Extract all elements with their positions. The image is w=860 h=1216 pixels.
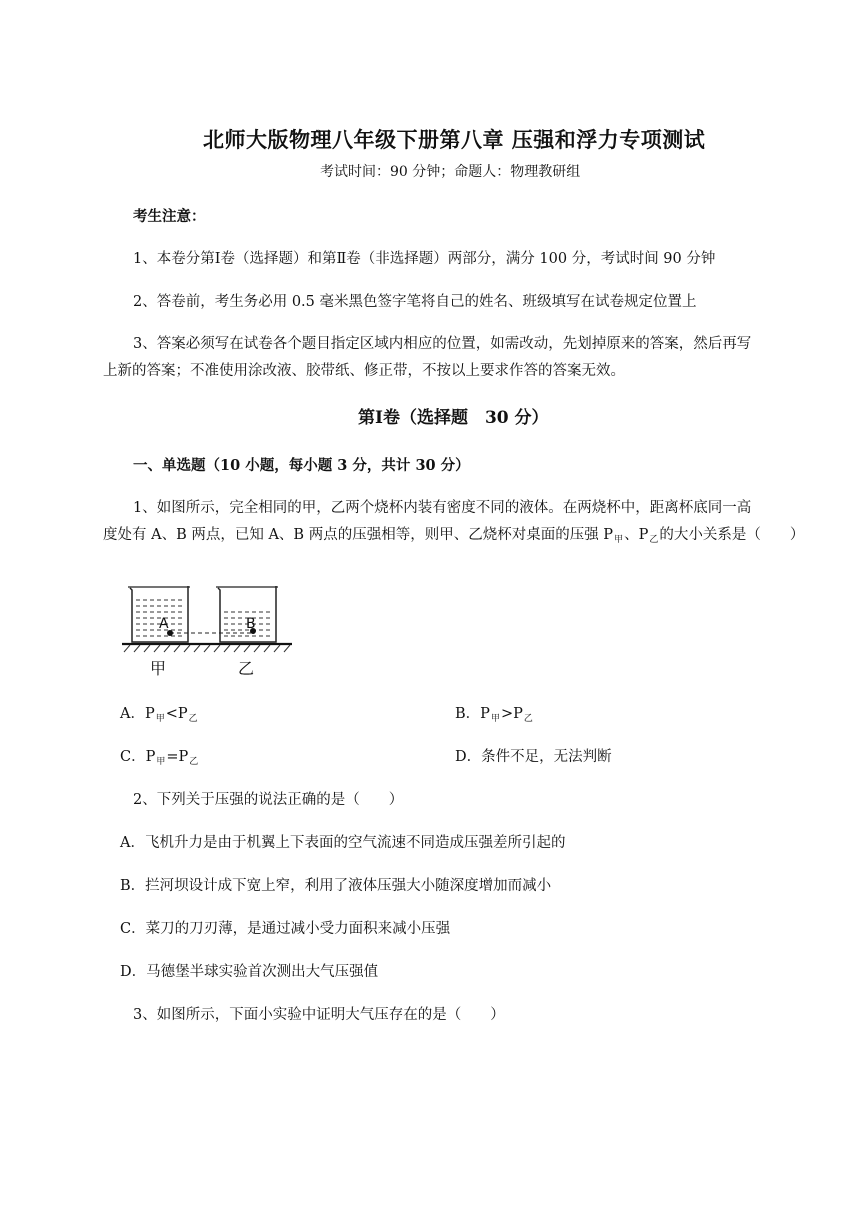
notice-item-3-cont: 上新的答案；不准使用涂改液、胶带纸、修正带，不按以上要求作答的答案无效。 [103,363,625,379]
q1-stem-line1: 1、如图所示，完全相同的甲，乙两个烧杯内装有密度不同的液体。在两烧杯中，距离杯底同一高 [133,500,752,516]
notice-heading: 考生注意： [133,208,206,225]
point-a-label: A [159,616,169,632]
beakers-figure [120,578,298,680]
notice-item-3: 3、答案必须写在试卷各个题目指定区域内相应的位置，如需改动，先划掉原来的答案，然后再写 [133,336,752,352]
q1-sub-yi: 乙 [649,535,659,545]
notice-item-1: 1、本卷分第Ⅰ卷（选择题）和第Ⅱ卷（非选择题）两部分，满分 100 分，考试时间 90 分钟 [133,251,716,267]
q1-sub-jia: 甲 [614,535,624,545]
point-b-label: B [246,616,256,632]
q1-stem-sep: 、P [624,527,649,543]
q1-stem-text: 度处有 A、B 两点，已知 A、B 两点的压强相等，则甲、乙烧杯对桌面的压强 P [103,527,614,543]
q3-stem: 3、如图所示，下面小实验中证明大气压存在的是（ ） [133,1007,505,1023]
q1-stem-line2 [103,523,804,545]
beaker-yi-label: 乙 [238,659,255,678]
q2-option-c: C．菜刀的刀刃薄，是通过减小受力面积来减小压强 [120,921,451,937]
q1-option-c: C．$P_甲=P_乙$ [120,749,199,767]
page-title: 北师大版物理八年级下册第八章 压强和浮力专项测试 [203,127,706,152]
exam-meta: 考试时间：90 分钟；命题人：物理教研组 [320,164,581,180]
q1-option-b: B．$P_甲>P_乙$ [455,706,533,724]
q2-option-d: D．马德堡半球实验首次测出大气压强值 [120,964,379,980]
q1-option-a: A．$P_甲<P_乙$ [120,706,198,724]
beaker-jia-label: 甲 [150,659,167,678]
q2-option-a: A．飞机升力是由于机翼上下表面的空气流速不同造成压强差所引起的 [120,835,566,851]
q1-option-d: D．条件不足，无法判断 [455,749,612,765]
q2-stem: 2、下列关于压强的说法正确的是（ ） [133,792,404,808]
q2-option-b: B．拦河坝设计成下宽上窄，利用了液体压强大小随深度增加而减小 [120,878,552,894]
q1-stem-end: 的大小关系是（ ） [659,527,805,543]
section-title: 第Ⅰ卷（选择题 30 分） [358,408,549,428]
part-title: 一、单选题（10 小题，每小题 3 分，共计 30 分） [133,457,470,474]
notice-item-2: 2、答卷前，考生务必用 0.5 毫米黑色签字笔将自己的姓名、班级填写在试卷规定位置上 [133,294,697,310]
